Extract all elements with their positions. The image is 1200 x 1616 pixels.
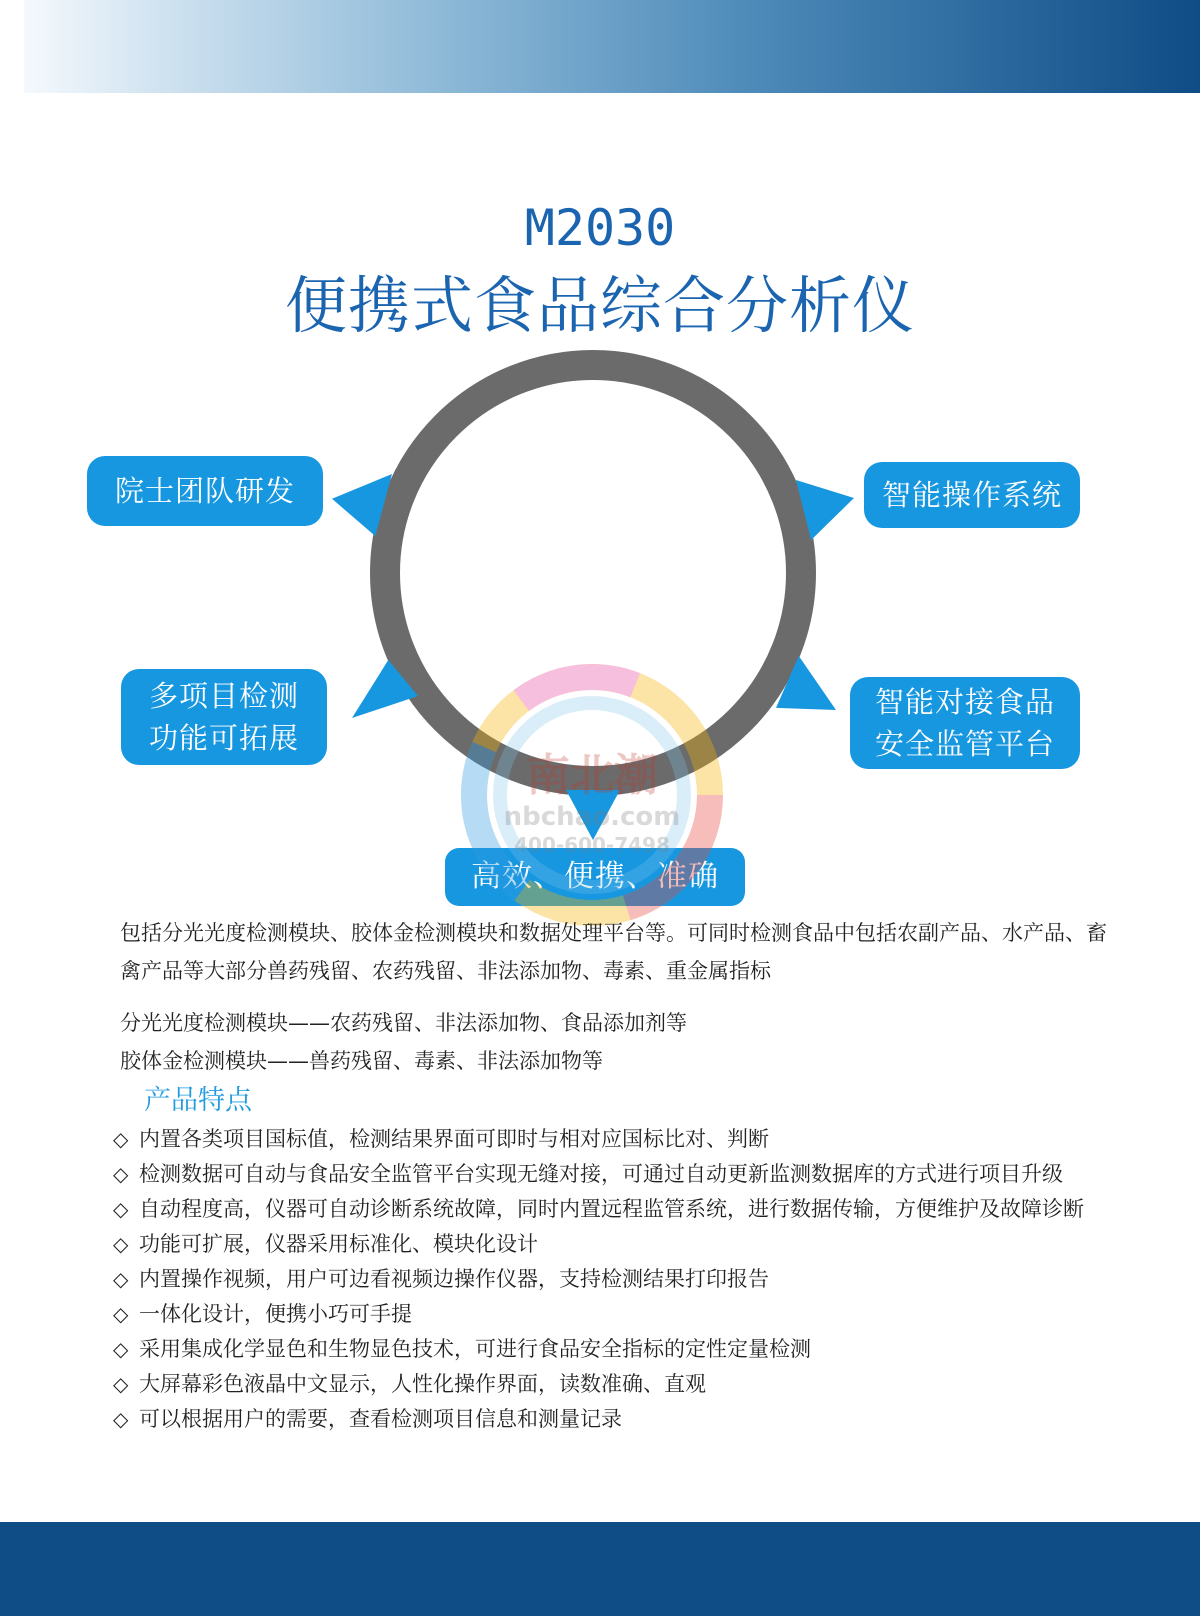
- feature-item-text: 一体化设计，便携小巧可手提: [139, 1302, 412, 1326]
- feature-item: [113, 1262, 1113, 1297]
- feature-item-text: 内置各类项目国标值，检测结果界面可即时与相对应国标比对、判断: [139, 1127, 769, 1151]
- feature-box-line: 院士团队研发: [114, 474, 295, 508]
- bottom-footer-bar: [0, 1522, 1200, 1616]
- feature-box-line: 高效、便携、准确: [471, 859, 719, 894]
- product-title: 便携式食品综合分析仪: [284, 269, 915, 342]
- feature-item: [113, 1367, 1113, 1402]
- feature-box-line: 智能对接食品: [874, 685, 1055, 719]
- feature-box-line: 安全监管平台: [874, 727, 1055, 761]
- feature-item: [113, 1157, 1113, 1192]
- diamond-bullet-icon: ◇: [113, 1127, 129, 1151]
- diamond-bullet-icon: ◇: [113, 1302, 129, 1326]
- feature-item-text: 内置操作视频，用户可边看视频边操作仪器，支持检测结果打印报告: [139, 1267, 769, 1291]
- feature-item: [113, 1227, 1113, 1262]
- diamond-bullet-icon: ◇: [113, 1162, 129, 1186]
- watermark-site: nbchao.com: [503, 802, 681, 832]
- feature-box-line: 功能可拓展: [148, 721, 299, 755]
- diamond-bullet-icon: ◇: [113, 1232, 129, 1256]
- top-gradient-banner: [24, 0, 1200, 93]
- product-model: M2030: [524, 199, 676, 257]
- feature-item: [113, 1332, 1113, 1367]
- intro-paragraph: 包括分光光度检测模块、胶体金检测模块和数据处理平台等。可同时检测食品中包括农副产品、水产品、畜禽产品等大部分兽药残留、农药残留、非法添加物、毒素、重金属指标: [120, 921, 1107, 983]
- pointer-bottom: [566, 790, 620, 840]
- feature-box-platform-link: [850, 677, 1080, 769]
- watermark-phone: 400-600-7498: [514, 833, 670, 857]
- diamond-bullet-icon: ◇: [113, 1197, 129, 1221]
- features-heading: 产品特点: [144, 1085, 252, 1116]
- intro-gold-module: 胶体金检测模块——兽药残留、毒素、非法添加物等: [120, 1049, 603, 1073]
- feature-item: [113, 1122, 1113, 1157]
- diamond-bullet-icon: ◇: [113, 1407, 129, 1431]
- center-ring: [370, 350, 816, 796]
- feature-box-line: 多项目检测: [148, 679, 299, 713]
- watermark-name: 南北潮: [526, 750, 658, 801]
- feature-box-efficient-portable-accurate: [445, 848, 745, 906]
- intro-spectro-module: 分光光度检测模块——农药残留、非法添加物、食品添加剂等: [120, 1011, 687, 1035]
- feature-item: [113, 1297, 1113, 1332]
- feature-box-research-team: [87, 456, 323, 526]
- feature-item-text: 自动程度高，仪器可自动诊断系统故障，同时内置远程监管系统，进行数据传输，方便维护及故障诊断: [139, 1197, 1084, 1221]
- feature-box-line: 智能操作系统: [881, 478, 1062, 512]
- features-list: [113, 1122, 1113, 1437]
- feature-item: [113, 1192, 1113, 1227]
- feature-box-smart-os: [864, 462, 1080, 528]
- feature-item-text: 功能可扩展，仪器采用标准化、模块化设计: [139, 1232, 538, 1256]
- feature-item-text: 采用集成化学显色和生物显色技术，可进行食品安全指标的定性定量检测: [139, 1337, 811, 1361]
- feature-item-text: 可以根据用户的需要，查看检测项目信息和测量记录: [139, 1407, 622, 1431]
- feature-item-text: 大屏幕彩色液晶中文显示，人性化操作界面，读数准确、直观: [139, 1372, 706, 1396]
- diamond-bullet-icon: ◇: [113, 1337, 129, 1361]
- diamond-bullet-icon: ◇: [113, 1372, 129, 1396]
- feature-item-text: 检测数据可自动与食品安全监管平台实现无缝对接，可通过自动更新监测数据库的方式进行项目升级: [139, 1162, 1063, 1186]
- feature-box-multi-detection: [121, 669, 327, 765]
- diamond-bullet-icon: ◇: [113, 1267, 129, 1291]
- feature-item: [113, 1402, 1113, 1437]
